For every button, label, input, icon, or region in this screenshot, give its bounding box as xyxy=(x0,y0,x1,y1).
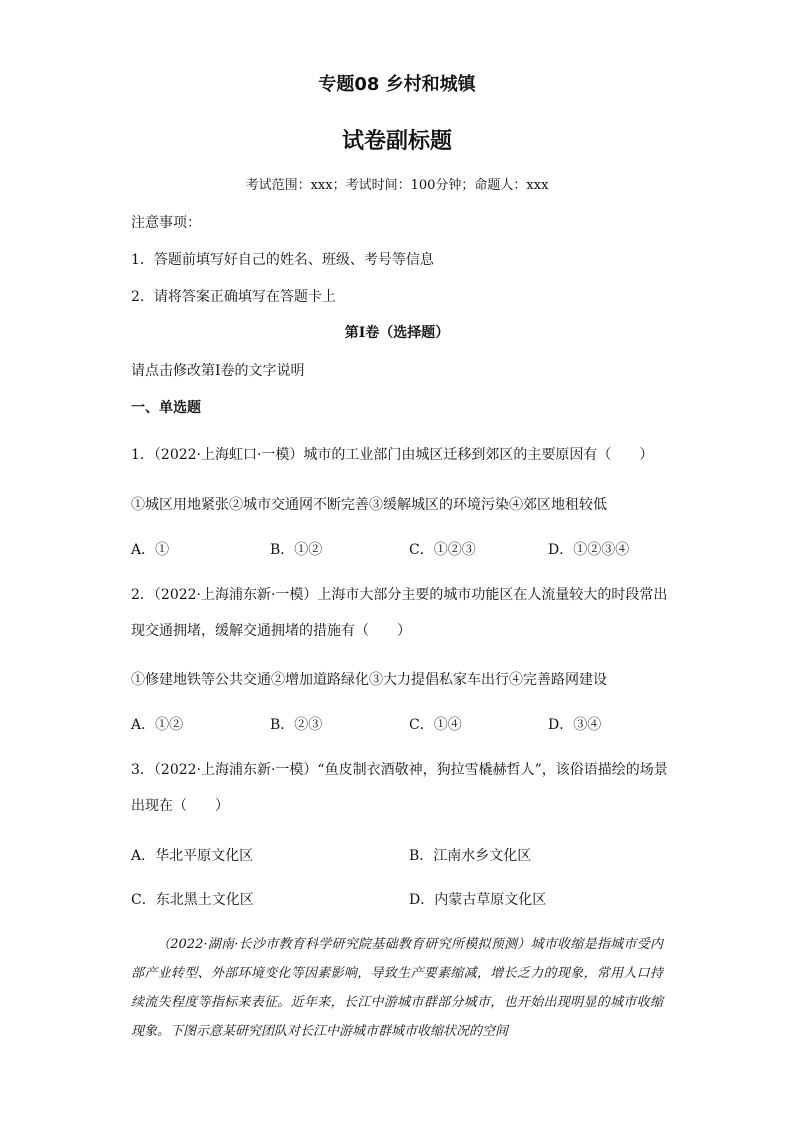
question-3-stem-line-2: 出现在（ ） xyxy=(131,798,229,814)
question-2-option-a[interactable]: A．①② xyxy=(131,717,184,733)
section-title: 第I卷（选择题） xyxy=(344,325,450,341)
document-subtitle: 试卷副标题 xyxy=(341,129,452,154)
question-2-option-b[interactable]: B．②③ xyxy=(270,717,323,733)
note-item-1: 1．答题前填写好自己的姓名、班级、考号等信息 xyxy=(131,252,434,268)
question-1-option-c[interactable]: C．①②③ xyxy=(409,542,476,558)
question-1-option-b[interactable]: B．①② xyxy=(270,542,323,558)
note-item-2: 2．请将答案正确填写在答题卡上 xyxy=(131,289,336,305)
question-2-option-d[interactable]: D．③④ xyxy=(548,717,602,733)
reading-passage: （2022·湖南·长沙市教育科学研究院基础教育研究所模拟预测）城市收缩是指城市受内部产业转型、外部环境变化等因素影响，导致生产要素缩减，增长乏力的现象，常用人口持续流失程度等指标来表征。近年来，长江中游城市群部分城市，也开始出现明显的城市收缩现象。下图示意某研究团队对长江中游城市群城市收缩状况的空间 xyxy=(131,937,663,1039)
notes-heading: 注意事项： xyxy=(131,215,201,231)
question-2-items: ①修建地铁等公共交通②增加道路绿化③大力提倡私家车出行④完善路网建设 xyxy=(131,672,607,688)
question-1-option-a[interactable]: A．① xyxy=(131,542,170,558)
question-3-stem-line-1: 3．（2022·上海浦东新·一模）“鱼皮制衣酒敬神，狗拉雪橇赫哲人”，该俗语描绘的场景 xyxy=(131,762,668,778)
question-2-stem-line-1: 2．（2022·上海浦东新·一模）上海市大部分主要的城市功能区在人流量较大的时段常出 xyxy=(131,587,668,603)
question-2-stem-line-2: 现交通拥堵，缓解交通拥堵的措施有（ ） xyxy=(131,623,411,639)
question-2-option-c[interactable]: C．①④ xyxy=(409,717,462,733)
question-3-option-d[interactable]: D．内蒙古草原文化区 xyxy=(409,892,547,908)
document-title: 专题08 乡村和城镇 xyxy=(318,74,476,95)
section-description: 请点击修改第I卷的文字说明 xyxy=(131,363,305,379)
question-3-option-c[interactable]: C．东北黑土文化区 xyxy=(131,892,254,908)
exam-meta: 考试范围：xxx；考试时间：100分钟；命题人：xxx xyxy=(245,178,549,193)
question-1-items: ①城区用地紧张②城市交通网不断完善③缓解城区的环境污染④郊区地租较低 xyxy=(131,497,607,513)
question-3-option-b[interactable]: B．江南水乡文化区 xyxy=(409,848,532,864)
question-3-option-a[interactable]: A．华北平原文化区 xyxy=(131,848,254,864)
question-1-option-d[interactable]: D．①②③④ xyxy=(548,542,630,558)
part-heading: 一、单选题 xyxy=(131,400,201,416)
question-1-stem: 1．（2022·上海虹口·一模）城市的工业部门由城区迁移到郊区的主要原因有（ ） xyxy=(131,447,654,463)
